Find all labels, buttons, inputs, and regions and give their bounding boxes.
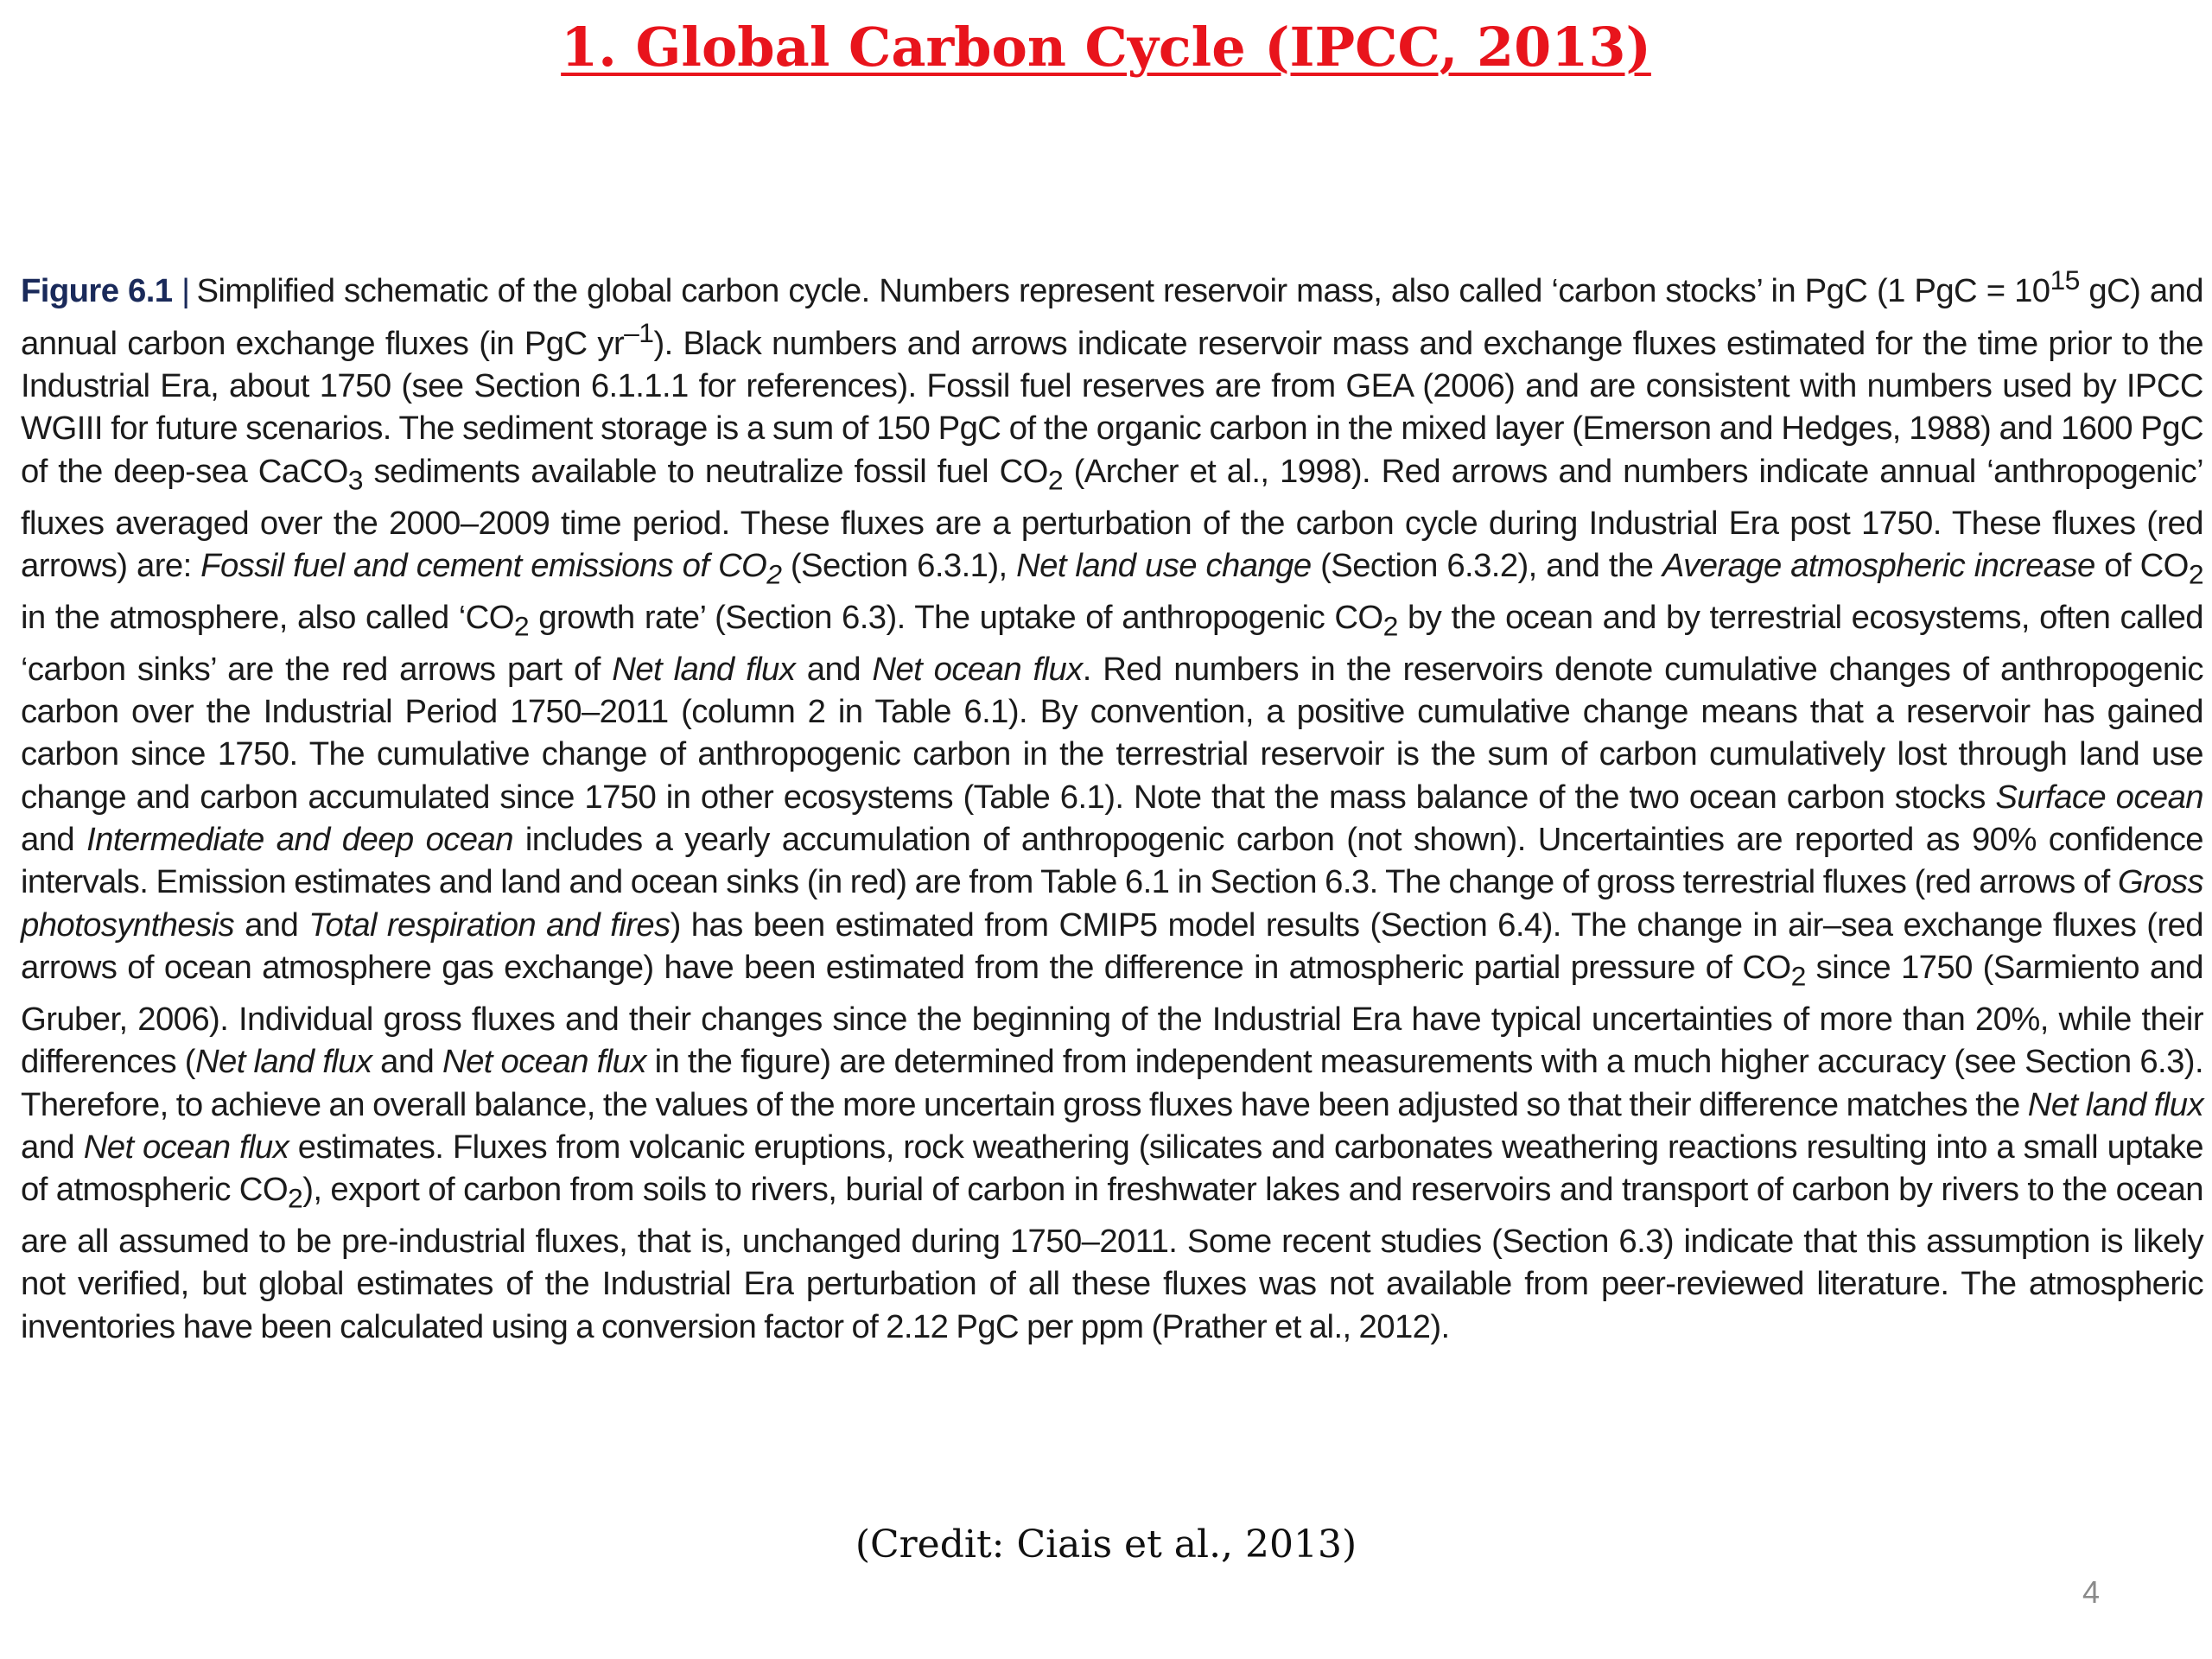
caption-italic-text: Net land flux (612, 650, 796, 688)
caption-text: and (234, 906, 309, 944)
caption-text: and (21, 821, 87, 859)
page-number: 4 (2082, 1574, 2101, 1610)
caption-italic-text: Gross photosynthesis (21, 863, 2203, 944)
caption-text: of CO (2094, 546, 2189, 584)
caption-text: estimates. Fluxes from volcanic eruptions, rock weathering (silicates and carbonates weathering reactions resulting into a small uptake of atmospheric CO (21, 1128, 2204, 1209)
caption-text: (Archer et al., 1998). Red arrows and numbers indicate annual ‘anthropogenic’ fluxes averaged over the 2000–2009 time period. These fluxes are a perturbation of the carbon cycle during Industrial Era post 1750. These fluxes (red arrows) are: (21, 452, 2203, 584)
caption-italic-text: Surface ocean (1995, 778, 2203, 816)
caption-italic-text: Net ocean flux (872, 650, 1083, 688)
caption-text: . Red numbers in the reservoirs denote cumulative changes of anthropogenic carbon over the Industrial Period 1750–2011 (column 2 in Table 6.1). By convention, a positive cumulative change means that a reservoir has gained carbon since 1750. The cumulative change of anthropogenic carbon in the terrestrial reservoir is the sum of carbon cumulatively lost through land use change and carbon accumulated since 1750 in other ecosystems (Table 6.1). Note that the mass balance of the two ocean carbon stocks (21, 650, 2203, 816)
caption-text: ), export of carbon from soils to rivers, burial of carbon in freshwater lakes and reservoirs and transport of carbon by rivers to the ocean are all assumed to be pre-industrial fluxes, that is, unchanged during 1750–2011. Some recent studies (Section 6.3) indicate that this assumption is likely not verified, but global estimates of the Industrial Era perturbation of all these fluxes was not available from peer-reviewed literature. The atmospheric inventories have been calculated using a conversion factor of 2.12 PgC per ppm (Prather et al., 2012). (21, 1171, 2203, 1345)
caption-text: includes a yearly accumulation of anthropogenic carbon (not shown). Uncertainties are reported as 90% confidence intervals. Emission estimates and land and ocean sinks (in red) are from Table 6.1 in Section 6.3. The change of gross terrestrial fluxes (red arrows of (21, 821, 2204, 901)
caption-subscript: 2 (1047, 464, 1063, 496)
caption-subscript: 2 (2188, 558, 2203, 590)
caption-italic-text: Net ocean flux (442, 1043, 646, 1081)
caption-superscript: –1 (624, 317, 654, 349)
caption-italic-text: Fossil fuel and cement emissions of CO (200, 546, 767, 584)
caption-text: and (21, 1128, 84, 1166)
caption-text: ). Black numbers and arrows indicate reservoir mass and exchange fluxes estimated for the time prior to the Industrial Era, about 1750 (see Section 6.1.1.1 for references). Fossil fuel reserves are from GEA (2006) and are consistent with numbers used by IPCC WGIII for future scenarios. The sediment storage is a sum of 150 PgC of the organic carbon in the mixed layer (Emerson and Hedges, 1988) and 1600 PgC of the deep-sea CaCO (21, 324, 2203, 490)
caption-text: sediments available to neutralize fossil fuel CO (362, 452, 1048, 490)
caption-text: in the figure) are determined from independent measurements with a much higher accuracy (see Section 6.3). Therefore, to achieve an overall balance, the values of the more uncertain gross fluxes have been adjusted so that their difference matches the (21, 1043, 2203, 1123)
figure-label-separator: | (181, 271, 190, 309)
caption-subscript: 2 (1382, 610, 1398, 642)
caption-italic-text: Net land flux (194, 1043, 372, 1081)
caption-text: in the atmosphere, also called ‘CO (21, 598, 514, 636)
caption-text: and (372, 1043, 443, 1081)
figure-label: Figure 6.1 (21, 271, 173, 309)
caption-subscript: 2 (288, 1182, 303, 1214)
slide-title: 1. Global Carbon Cycle (IPCC, 2013) (561, 16, 1651, 79)
caption-text: (Section 6.3.2), and the (1311, 546, 1662, 584)
caption-text: ) has been estimated from CMIP5 model results (Section 6.4). The change in air–sea exchange fluxes (red arrows of ocean atmosphere gas exchange) have been estimated from the difference in atmospheric partial pressure of CO (21, 906, 2203, 986)
caption-italic-text: Net land use change (1016, 546, 1312, 584)
caption-italic-text: Intermediate and deep ocean (86, 821, 513, 859)
caption-emphasis (200, 546, 782, 590)
caption-text: and (795, 650, 873, 688)
caption-subscript: 3 (347, 464, 363, 496)
caption-subscript: 2 (766, 558, 782, 590)
caption-italic-text: Net land flux (2027, 1085, 2204, 1123)
caption-subscript: 2 (513, 610, 530, 642)
caption-text: since 1750 (Sarmiento and Gruber, 2006). Individual gross fluxes and their changes since the beginning of the Industrial Era have typical uncertainties of more than 20%, while their differences ( (21, 948, 2203, 1081)
caption-text: by the ocean and by terrestrial ecosystems, often called ‘carbon sinks’ are the red arrows part of (21, 598, 2203, 688)
caption-italic-text: Total respiration and fires (308, 906, 671, 944)
caption-superscript: 15 (2050, 264, 2080, 296)
caption-text: gC) and annual carbon exchange fluxes (in PgC yr (21, 271, 2203, 362)
credit-line: (Credit: Ciais et al., 2013) (855, 1522, 1357, 1567)
caption-subscript: 2 (1790, 960, 1806, 992)
caption-italic-text: Net ocean flux (83, 1128, 289, 1166)
caption-text: growth rate’ (Section 6.3). The uptake of anthropogenic CO (529, 598, 1383, 636)
figure-caption (21, 259, 2203, 1348)
caption-text: Simplified schematic of the global carbon cycle. Numbers represent reservoir mass, also called ‘carbon stocks’ in PgC (1 PgC = 10 (196, 271, 2050, 309)
caption-text: (Section 6.3.1), (781, 546, 1017, 584)
caption-italic-text: Average atmospheric increase (1662, 546, 2095, 584)
